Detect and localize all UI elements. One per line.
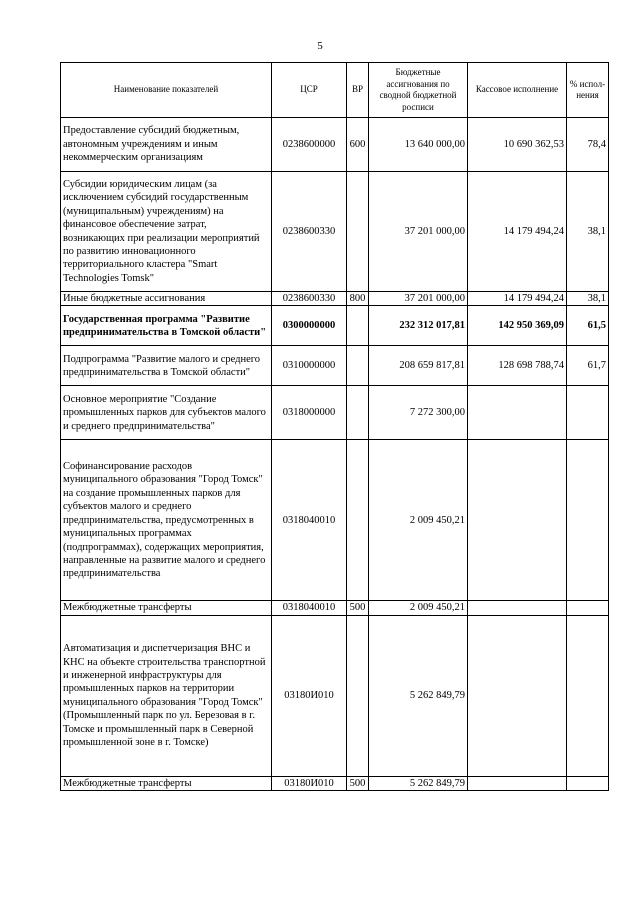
row-csr-cell: 0238600330 <box>272 292 347 306</box>
row-vr-cell <box>347 615 369 776</box>
row-cash-cell: 14 179 494,24 <box>468 292 567 306</box>
header-csr: ЦСР <box>272 63 347 118</box>
row-percent-cell: 61,5 <box>567 306 609 346</box>
row-name-cell: Субсидии юридическим лицам (за исключением субсидий государственным (муниципальным) учреждениям) на финансовое обеспечение затрат, возникающих при реализации мероприятий по развитию инновационного территориального кластера "Smart Technologies Tomsk" <box>61 172 272 292</box>
page-number: 5 <box>317 40 323 52</box>
table-row <box>61 346 609 386</box>
row-name-cell: Государственная программа "Развитие предпринимательства в Томской области" <box>61 306 272 346</box>
row-percent-cell <box>567 440 609 601</box>
row-name-cell: Иные бюджетные ассигнования <box>61 292 272 306</box>
row-budget-cell: 232 312 017,81 <box>369 306 468 346</box>
row-name-cell: Предоставление субсидий бюджетным, автономным учреждениям и иным некоммерческим организациям <box>61 118 272 172</box>
row-csr-cell: 03180И010 <box>272 615 347 776</box>
budget-execution-table <box>60 62 609 791</box>
row-cash-cell <box>468 440 567 601</box>
row-vr-cell <box>347 172 369 292</box>
table-row <box>61 386 609 440</box>
row-name-cell: Межбюджетные трансферты <box>61 776 272 790</box>
row-name-cell: Софинансирование расходов муниципального образования "Город Томск" на создание промышленных парков для субъектов малого и среднего предпринимательства, предусмотренных в муниципальных программах (подпрограммах), содержащих мероприятия, направленные на развитие малого и среднего предпринимательства <box>61 440 272 601</box>
row-cash-cell: 128 698 788,74 <box>468 346 567 386</box>
row-vr-cell <box>347 306 369 346</box>
row-vr-cell <box>347 386 369 440</box>
table-row <box>61 776 609 790</box>
table-header-row <box>61 63 609 118</box>
row-percent-cell <box>567 776 609 790</box>
row-cash-cell <box>468 601 567 615</box>
header-percent: % испол-нения <box>567 63 609 118</box>
row-name-cell: Основное мероприятие "Создание промышленных парков для субъектов малого и среднего предпринимательства" <box>61 386 272 440</box>
row-csr-cell: 0300000000 <box>272 306 347 346</box>
table-row <box>61 172 609 292</box>
table-row <box>61 118 609 172</box>
row-csr-cell: 0310000000 <box>272 346 347 386</box>
row-budget-cell: 2 009 450,21 <box>369 601 468 615</box>
row-cash-cell <box>468 776 567 790</box>
header-cash: Кассовое исполнение <box>468 63 567 118</box>
row-vr-cell: 500 <box>347 776 369 790</box>
row-budget-cell: 208 659 817,81 <box>369 346 468 386</box>
row-vr-cell: 500 <box>347 601 369 615</box>
row-percent-cell <box>567 615 609 776</box>
header-name: Наименование показателей <box>61 63 272 118</box>
row-name-cell: Подпрограмма "Развитие малого и среднего предпринимательства в Томской области" <box>61 346 272 386</box>
row-csr-cell: 0238600000 <box>272 118 347 172</box>
row-percent-cell <box>567 601 609 615</box>
row-name-cell: Автоматизация и диспетчеризация ВНС и КНС на объекте строительства транспортной и инженерной инфраструктуры для промышленных парков на территории муниципального образования "Город Томск" (Промышленный парк по ул. Березовая в г. Томске и промышленный парк в Северной промышленной зоне в г. Томске) <box>61 615 272 776</box>
table-row <box>61 615 609 776</box>
row-vr-cell: 800 <box>347 292 369 306</box>
row-cash-cell <box>468 386 567 440</box>
header-vr: ВР <box>347 63 369 118</box>
table-row <box>61 292 609 306</box>
row-percent-cell: 78,4 <box>567 118 609 172</box>
table-row <box>61 601 609 615</box>
row-percent-cell: 38,1 <box>567 292 609 306</box>
row-percent-cell: 61,7 <box>567 346 609 386</box>
row-csr-cell: 0318000000 <box>272 386 347 440</box>
row-budget-cell: 37 201 000,00 <box>369 172 468 292</box>
row-csr-cell: 0238600330 <box>272 172 347 292</box>
row-cash-cell: 10 690 362,53 <box>468 118 567 172</box>
row-percent-cell: 38,1 <box>567 172 609 292</box>
row-cash-cell: 142 950 369,09 <box>468 306 567 346</box>
row-csr-cell: 0318040010 <box>272 440 347 601</box>
row-percent-cell <box>567 386 609 440</box>
row-budget-cell: 5 262 849,79 <box>369 776 468 790</box>
table-row <box>61 440 609 601</box>
row-vr-cell <box>347 440 369 601</box>
row-budget-cell: 5 262 849,79 <box>369 615 468 776</box>
row-cash-cell: 14 179 494,24 <box>468 172 567 292</box>
row-budget-cell: 2 009 450,21 <box>369 440 468 601</box>
row-csr-cell: 0318040010 <box>272 601 347 615</box>
table-row <box>61 306 609 346</box>
row-budget-cell: 37 201 000,00 <box>369 292 468 306</box>
row-vr-cell: 600 <box>347 118 369 172</box>
row-budget-cell: 7 272 300,00 <box>369 386 468 440</box>
header-budget: Бюджетные ассигнования по сводной бюджетной росписи <box>369 63 468 118</box>
row-name-cell: Межбюджетные трансферты <box>61 601 272 615</box>
row-budget-cell: 13 640 000,00 <box>369 118 468 172</box>
row-vr-cell <box>347 346 369 386</box>
row-cash-cell <box>468 615 567 776</box>
row-csr-cell: 03180И010 <box>272 776 347 790</box>
